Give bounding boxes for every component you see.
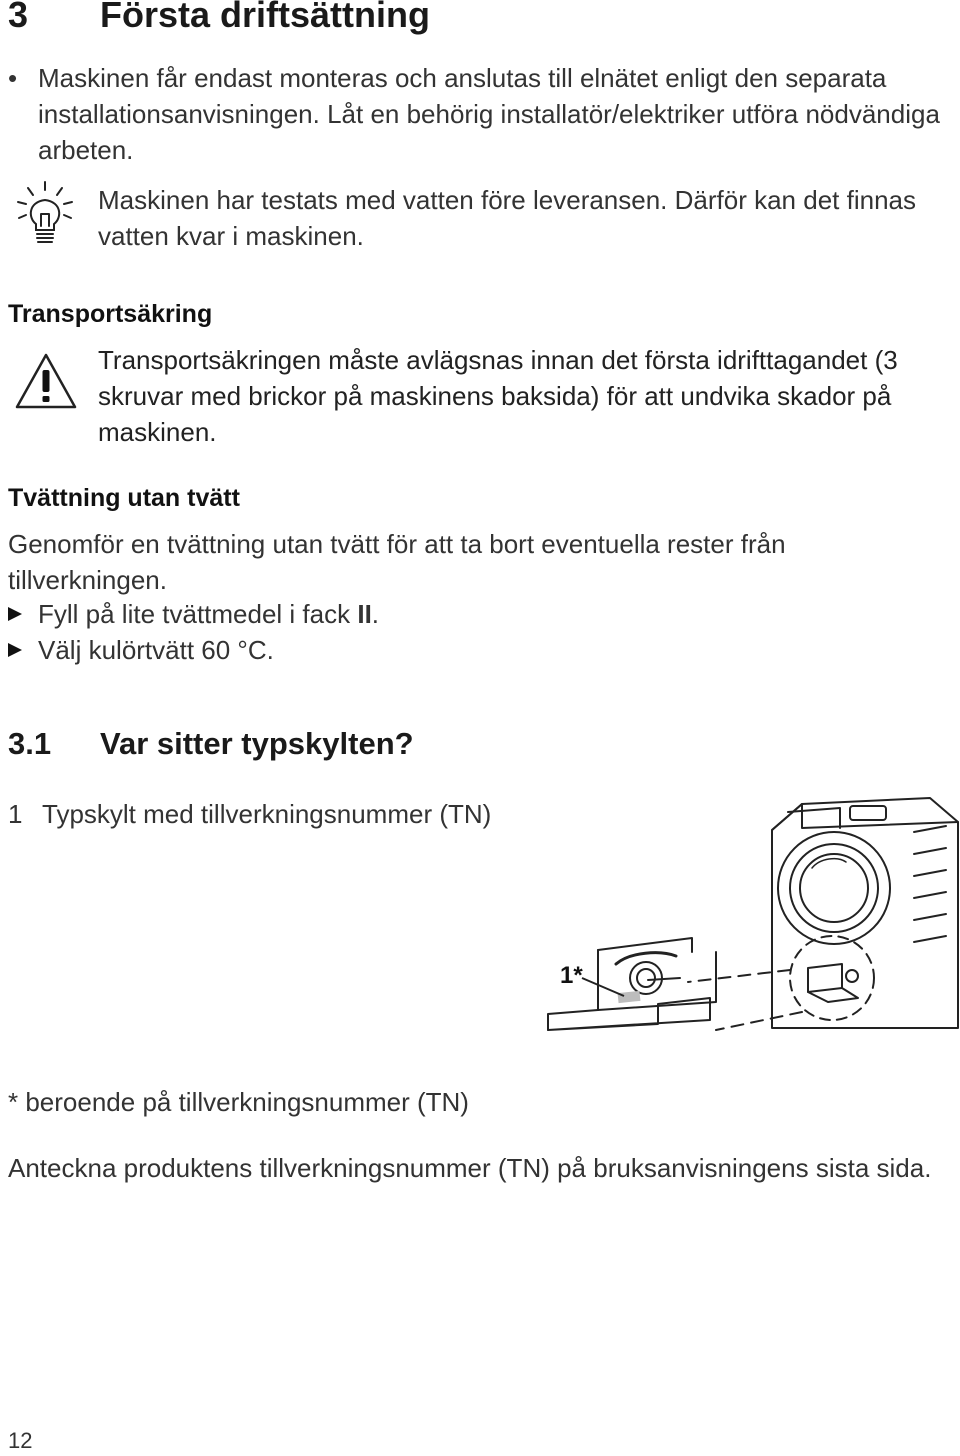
section-title: Första driftsättning: [100, 0, 430, 35]
step-item: Fyll på lite tvättmedel i fack II.: [8, 596, 379, 632]
section-heading: [8, 0, 430, 36]
callout-label: 1*: [560, 962, 583, 989]
intro-bullet-text: Maskinen får endast monteras och anslutas till elnätet enligt den separata installationsanvisningen. Låt en behörig installatör/elektriker utföra nödvändiga arbeten.: [38, 63, 940, 165]
subsection-heading: [8, 726, 414, 762]
lightbulb-icon: [14, 180, 76, 248]
warning-triangle-icon: [14, 352, 78, 410]
washing-machine-illustration: [540, 792, 960, 1042]
arrow-right-icon: [8, 643, 22, 657]
footnote: * beroende på tillverkningsnummer (TN): [8, 1087, 469, 1117]
section-number: 3: [8, 0, 29, 35]
subsection-title: Var sitter typskylten?: [100, 726, 414, 761]
legend-text: Typskylt med tillverkningsnummer (TN): [42, 799, 492, 829]
arrow-right-icon: [8, 607, 22, 621]
page-number: 12: [8, 1428, 33, 1453]
transport-heading: Transportsäkring: [8, 300, 213, 328]
step-item: Välj kulörtvätt 60 °C.: [8, 632, 274, 668]
wash-heading: Tvättning utan tvätt: [8, 484, 240, 512]
note-text: Anteckna produktens tillverkningsnummer (TN) på bruksanvisningens sista sida.: [8, 1153, 932, 1183]
tip-text: Maskinen har testats med vatten före leveransen. Därför kan det finnas vatten kvar i maskinen.: [98, 185, 916, 251]
wash-text: Genomför en tvättning utan tvätt för att ta bort eventuella rester från tillverkningen.: [8, 529, 786, 595]
legend-number: 1: [8, 799, 23, 829]
bullet-marker: •: [8, 63, 18, 93]
subsection-number: 3.1: [8, 726, 52, 761]
transport-warning-text: Transportsäkringen måste avlägsnas innan det första idrifttagandet (3 skruvar med brickor på maskinens baksida) för att undvika skador på maskinen.: [98, 345, 898, 447]
